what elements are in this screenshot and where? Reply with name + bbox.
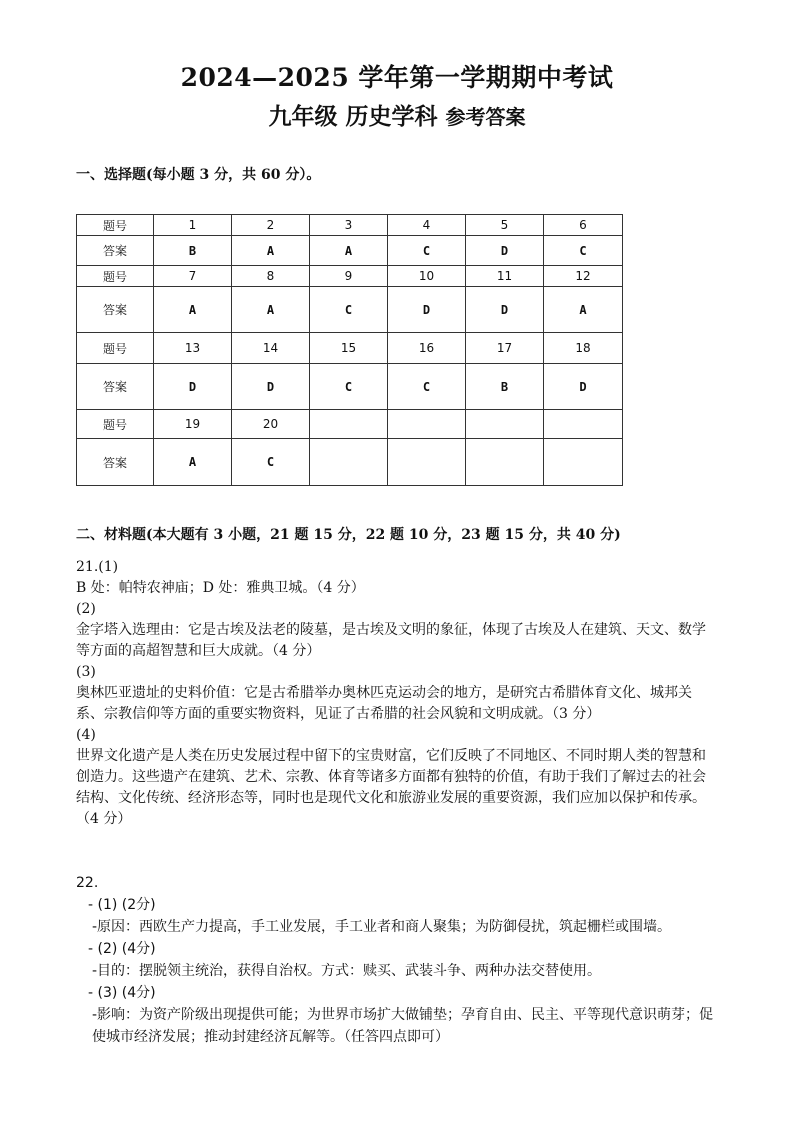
question-number-cell: 3 (310, 215, 388, 236)
question-number-row (77, 333, 623, 364)
answer-cell: C (544, 236, 623, 266)
answer-row (77, 287, 623, 333)
q21-part3: 奥林匹亚遗址的史料价值：它是古希腊举办奥林匹克运动会的地方，是研究古希腊体育文化、城邦关系、宗教信仰等方面的重要实物资料，见证了古希腊的社会风貌和文明成就。（3 分） (76, 685, 692, 722)
question-number-cell: 15 (310, 333, 388, 364)
question-number-cell: 4 (388, 215, 466, 236)
question-21-answer (76, 557, 716, 830)
q21-part4-label: (4) (76, 727, 96, 743)
answer-cell: C (310, 364, 388, 410)
row-label-number: 题号 (77, 266, 154, 287)
answer-table (76, 214, 623, 486)
answer-cell: A (310, 236, 388, 266)
row-label-answer: 答案 (77, 439, 154, 486)
answer-row (77, 236, 623, 266)
grade-subject: 九年级 历史学科 (268, 103, 438, 130)
q22-sub1-text: -原因：西欧生产力提高，手工业发展，手工业者和商人聚集；为防御侵扰，筑起栅栏或围墙。 (92, 919, 672, 935)
question-22-answer (76, 872, 716, 1048)
answer-cell (388, 439, 466, 486)
section1-heading: 一、选择题(每小题 3 分，共 60 分）。 (76, 167, 321, 183)
row-label-number: 题号 (77, 333, 154, 364)
question-number-cell: 12 (544, 266, 623, 287)
question-number-row (77, 215, 623, 236)
answer-cell: B (154, 236, 232, 266)
answer-cell: D (388, 287, 466, 333)
row-label-answer: 答案 (77, 287, 154, 333)
answer-cell (544, 439, 623, 486)
q22-label: 22. (76, 875, 99, 891)
question-number-cell: 8 (232, 266, 310, 287)
row-label-answer: 答案 (77, 236, 154, 266)
answer-cell (466, 439, 544, 486)
q21-part1: B 处：帕特农神庙；D 处：雅典卫城。（4 分） (76, 580, 365, 596)
q21-part2-label: (2) (76, 601, 96, 617)
answer-cell: C (232, 439, 310, 486)
section2-heading: 二、材料题(本大题有 3 小题，21 题 15 分，22 题 10 分，23 题 15 分，共 40 分) (76, 527, 621, 543)
question-number-cell: 2 (232, 215, 310, 236)
answer-cell: D (466, 287, 544, 333)
answer-cell: A (544, 287, 623, 333)
question-number-cell: 19 (154, 410, 232, 439)
q22-sub1-head: - (1) (2分) (88, 897, 156, 913)
answer-cell: A (232, 236, 310, 266)
answer-key-label: 参考答案 (445, 105, 526, 129)
question-number-cell: 5 (466, 215, 544, 236)
question-number-row (77, 410, 623, 439)
question-number-cell: 18 (544, 333, 623, 364)
q21-part3-label: (3) (76, 664, 96, 680)
answer-row (77, 439, 623, 486)
question-number-cell: 13 (154, 333, 232, 364)
question-number-cell: 1 (154, 215, 232, 236)
q21-part2: 金字塔入选理由：它是古埃及法老的陵墓，是古埃及文明的象征，体现了古埃及人在建筑、天文、数学等方面的高超智慧和巨大成就。（4 分） (76, 622, 706, 659)
answer-cell: D (154, 364, 232, 410)
answer-cell: C (388, 364, 466, 410)
answer-cell: B (466, 364, 544, 410)
answer-cell: A (154, 439, 232, 486)
answer-cell: C (388, 236, 466, 266)
question-number-cell (466, 410, 544, 439)
exam-subtitle (0, 98, 794, 131)
question-number-cell (544, 410, 623, 439)
q22-sub3-head: - (3) (4分) (88, 985, 156, 1001)
row-label-number: 题号 (77, 215, 154, 236)
answer-cell: A (232, 287, 310, 333)
answer-cell: D (466, 236, 544, 266)
question-number-cell: 10 (388, 266, 466, 287)
question-number-cell: 16 (388, 333, 466, 364)
q21-label: 21.(1) (76, 559, 119, 575)
answer-cell: C (310, 287, 388, 333)
answer-cell: D (544, 364, 623, 410)
question-number-row (77, 266, 623, 287)
question-number-cell (388, 410, 466, 439)
q22-sub3-text: -影响：为资产阶级出现提供可能；为世界市场扩大做铺垫；孕育自由、民主、平等现代意识萌芽；促使城市经济发展；推动封建经济瓦解等。（任答四点即可） (92, 1007, 714, 1045)
question-number-cell: 17 (466, 333, 544, 364)
question-number-cell: 6 (544, 215, 623, 236)
exam-title: 2024—2025 学年第一学期期中考试 (180, 63, 614, 92)
row-label-answer: 答案 (77, 364, 154, 410)
row-label-number: 题号 (77, 410, 154, 439)
question-number-cell (310, 410, 388, 439)
q22-sub2-head: - (2) (4分) (88, 941, 156, 957)
question-number-cell: 20 (232, 410, 310, 439)
q21-part4: 世界文化遗产是人类在历史发展过程中留下的宝贵财富，它们反映了不同地区、不同时期人类的智慧和创造力。这些遗产在建筑、艺术、宗教、体育等诸多方面都有独特的价值，有助于我们了解过去的社会结构、文化传统、经济形态等，同时也是现代文化和旅游业发展的重要资源，我们应加以保护和传承。（4 分） (76, 748, 706, 827)
q22-sub2-text: -目的：摆脱领主统治，获得自治权。方式：赎买、武装斗争、两种办法交替使用。 (92, 963, 602, 979)
answer-cell (310, 439, 388, 486)
question-number-cell: 14 (232, 333, 310, 364)
answer-row (77, 364, 623, 410)
answer-cell: D (232, 364, 310, 410)
question-number-cell: 7 (154, 266, 232, 287)
answer-cell: A (154, 287, 232, 333)
question-number-cell: 11 (466, 266, 544, 287)
question-number-cell: 9 (310, 266, 388, 287)
